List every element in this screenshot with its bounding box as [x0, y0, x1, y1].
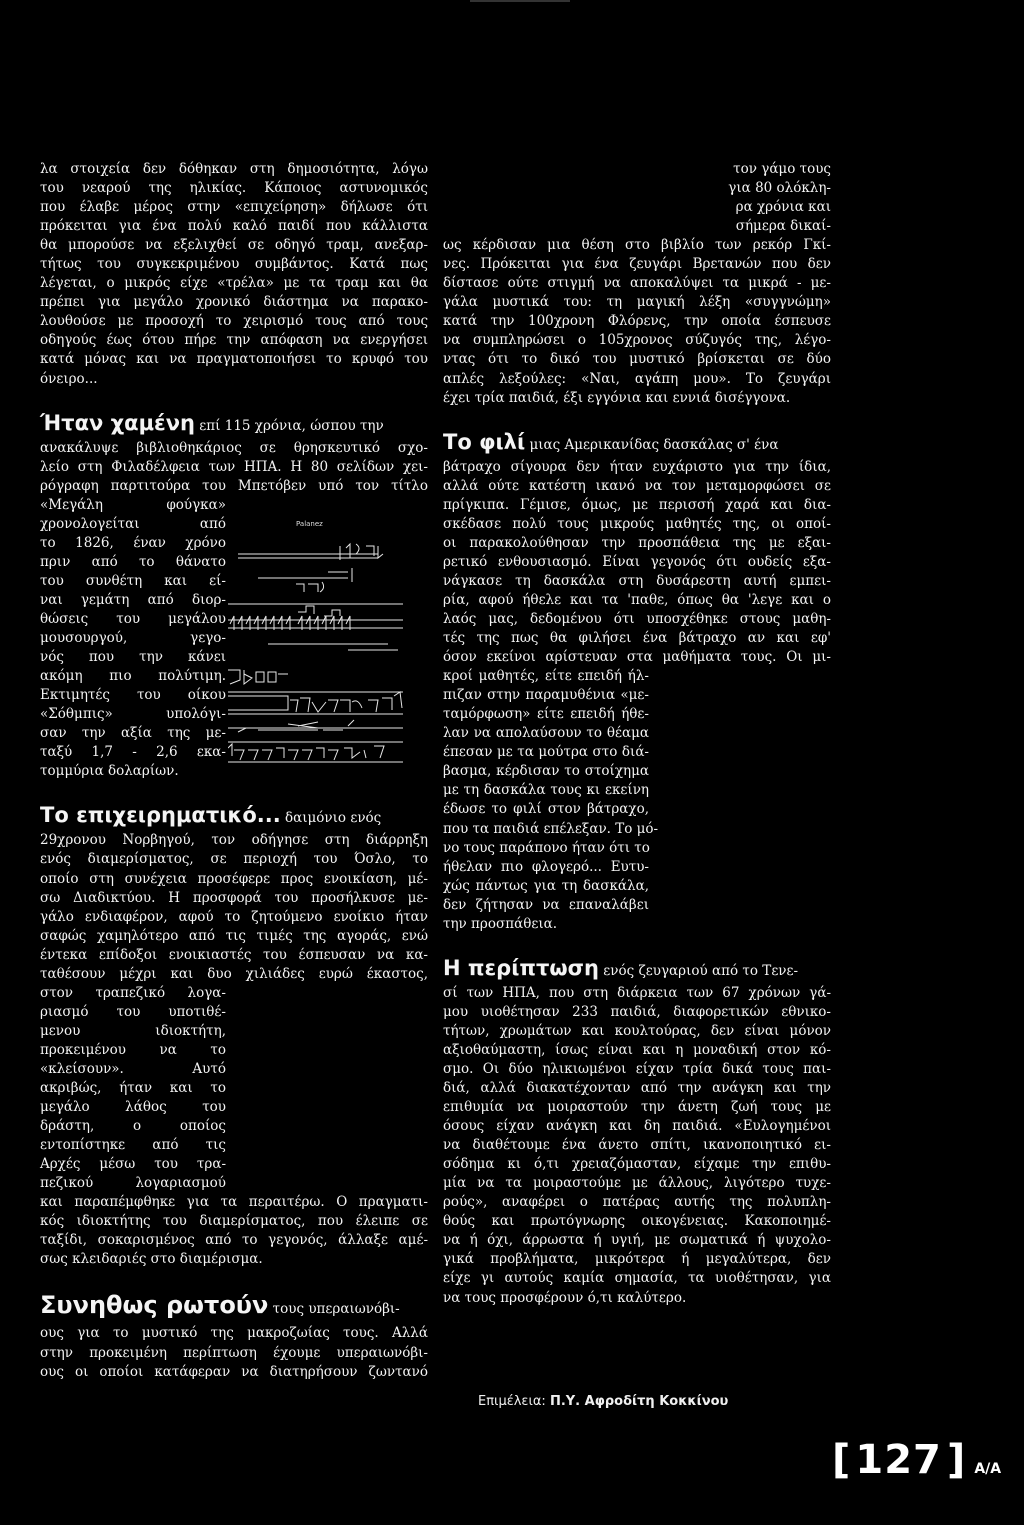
text-line: θούς και πρωτόγνωρης οικογένειας. Κακοποιημέ- [443, 1213, 831, 1230]
text-line: ταξύ 1,7 - 2,6 εκα- [40, 744, 226, 761]
text-line: ρετικό ενθουσιασμό. Είναι γεγονός ότι ουδείς εξα- [443, 553, 831, 570]
text-line: λαν να απολαύσουν το θέαμα [443, 725, 649, 742]
text-line: ήθελαν πιο φλογερό... Ευτυ- [443, 858, 649, 875]
text-line: κός ιδιοκτήτης του διαμερίσματος, που έλειπε σε [40, 1213, 428, 1230]
text-line: να συμπληρώσει ο 105χρονος σύζυγός της, λέγο- [443, 332, 831, 349]
text-line: κατά μόνας και να πραγματοποιήσει το κρυφό του [40, 351, 428, 368]
text-line: ακριβώς, ήταν και το [40, 1080, 226, 1097]
text-line: χώς πάντως για τη δασκάλα, [443, 877, 649, 894]
text-line: μου υιοθέτησαν 233 παιδιά, διαφορετικών εθνικο- [443, 1003, 831, 1020]
text-line: έχει τρία παιδιά, έξι εγγόνια και εννιά δισέγγονα. [443, 389, 791, 406]
text-line: αλλά ούτε κατέστη ικανό να τον μεταμορφώσει σε [443, 477, 831, 494]
text-line: ανακάλυψε βιβλιοθηκάριος σε θρησκευτικό σχο- [40, 439, 428, 456]
left-column [40, 160, 428, 1382]
credit-name: Π.Υ. Αφροδίτη Κοκκίνου [549, 1394, 729, 1409]
text-line: πριν από το θάνατο [40, 553, 226, 570]
text-line: μουσουργού, γεγο- [40, 630, 226, 647]
text-line: όνειρο... [40, 370, 98, 387]
text-line: πρέπει για μεγάλο χρονικό διάστημα να παρακο- [40, 294, 428, 311]
text-line: ως κέρδισαν μια θέση στο βιβλίο των ρεκόρ Γκί- [443, 237, 831, 254]
text-line: γάλα μυστικά του: τη μαγική λέξη «συγγνώμη» [443, 294, 831, 311]
text-line: Αρχές μέσω του τρα- [40, 1156, 226, 1173]
text-line: ρα χρόνια και [735, 199, 831, 216]
text-line: απλές λεξούλες: «Ναι, αγάπη μου». Το ζευγάρι [443, 370, 831, 387]
text-line: επιθυμία να μοιραστούν την άνετη ζωή τους με [443, 1099, 831, 1116]
text-line: δίστασε ούτε στιγμή να αποκαλύψει τα μικρά - με- [443, 275, 831, 292]
text-line: για 80 ολόκλη- [728, 180, 831, 197]
text-line: βάτραχο σίγουρα δεν ήταν ευχάριστο για την ίδια, [443, 458, 831, 475]
text-line: πρόκειται για ένα πολύ καλό παιδί που κάλλιστα [40, 218, 428, 235]
text-line: νες. Πρόκειται για ένα ζευγάρι Βρετανών που δεν [443, 256, 831, 273]
text-line: ενός διαμερίσματος, σε περιοχή του Όσλο, το [40, 851, 428, 868]
text-line: τήτως του συγκεκριμένου συμβάντος. Κατά πως [40, 256, 428, 273]
top-edge-line [470, 0, 570, 2]
text-line: σμο. Οι δύο ηλικιωμένοι είχαν τρία δικά τους παι- [443, 1060, 831, 1077]
text-line: νο τους παράπονο ήταν ότι το [443, 839, 650, 856]
text-line: όσον εκείνοι αρίστευαν στα μαθήματα τους. Οι μι- [443, 649, 831, 666]
text-line: λουθούσε με προσοχή το χειρισμό τους από τους [40, 313, 428, 330]
text-line: ταξίδι, σοκαρισμένος από το γεγονός, άλλαξε αμέ- [40, 1232, 428, 1249]
text-line: χρονολογείται από [40, 515, 226, 532]
heading-beethoven-rest: επί 115 χρόνια, ώσπου την [195, 417, 384, 434]
text-line: τήτων, χρωμάτων και κουλτούρας, δεν είναι μόνον [443, 1022, 831, 1039]
text-line: ρόγραφη παρτιτούρα του Μπετόβεν υπό τον τίτλο [40, 477, 428, 494]
text-line: να ή όχι, άρρωστα ή υγιή, με σωματικά ή ψυχολο- [443, 1232, 831, 1249]
text-line: ταμόρφωση» είτε επειδή ήθε- [443, 706, 649, 723]
paragraph-adoption [443, 984, 831, 1308]
heading-kiss-rest: μιας Αμερικανίδας δασκάλας σ' ένα [525, 436, 779, 453]
text-line: θώσεις του μεγάλου [40, 610, 226, 627]
paragraph-kiss [443, 458, 831, 668]
paragraph-marriage-top [443, 160, 831, 236]
bracket-close: ] [946, 1437, 966, 1483]
text-line: σως κλειδαριές στο διαμέρισμα. [40, 1251, 263, 1268]
text-line: εντοπίστηκε από τις [40, 1137, 226, 1154]
text-line: σόδημα κι ό,τι χρειαζόμασταν, είχαμε την επιθυ- [443, 1156, 831, 1173]
heading-centenarians [40, 1290, 428, 1324]
text-line: γικά προβλήματα, μικρότερα ή μεγαλύτερα, δεν [443, 1251, 831, 1268]
heading-adoption [443, 955, 831, 984]
text-line: τές της πως θα φιλήσει ένα βάτραχο αν και εφ' [443, 630, 831, 647]
text-line: μία να τα μοιραστούμε με άλλους, λιγότερο τυχε- [443, 1175, 831, 1192]
text-line: δράστη, ο οποίος [40, 1118, 226, 1135]
heading-adoption-rest: ενός ζευγαριού από το Τενε- [598, 962, 799, 979]
text-line: του συνθέτη και εί- [40, 572, 226, 589]
text-line: ρία, αφού ήθελε και τα 'παθε, όπως θα 'λεγε και ο [443, 591, 831, 608]
text-line: νάγκασε τη δασκάλα στη δυσάρεστη αυτή εμπει- [443, 572, 831, 589]
paragraph-burglary [40, 831, 428, 983]
manuscript-drawing [228, 520, 403, 770]
text-line: τομμύρια δολαρίων. [40, 763, 179, 780]
text-line: ταθέσουν μέχρι και δυο χιλιάδες ευρώ έκαστος, [40, 965, 428, 982]
manuscript-label: Palanez [296, 520, 323, 528]
text-line: προκειμένου να το [40, 1041, 226, 1058]
text-line: μεγάλο λάθος του [40, 1099, 226, 1116]
credit-label: Επιμέλεια: [478, 1394, 546, 1409]
heading-beethoven-bold: Ήταν χαμένη [40, 410, 195, 435]
text-line: νός που την κάνει [40, 649, 226, 666]
text-line: κροί μαθητές, είτε επειδή ήλ- [443, 668, 649, 685]
text-line: σί των ΗΠΑ, που στη διάρκεια των 67 χρόνων γά- [443, 984, 831, 1001]
text-line: οδηγούς έως ότου πήρε την απόφαση να ενεργήσει [40, 332, 428, 349]
text-line: σήμερα δικαί- [735, 218, 831, 235]
text-line: πεζικού λογαριασμού [40, 1175, 226, 1192]
text-line: όσους είχαν ανάγκη και δη παιδιά. «Ευλογημένοι [443, 1118, 831, 1135]
heading-business [40, 802, 428, 831]
page-number-block [832, 1437, 1001, 1483]
text-line: οι παρακολούθησαν την προσπάθεια της με εξαι- [443, 534, 831, 551]
text-line: το 1826, έναν χρόνο [40, 534, 226, 551]
text-line: που έλαβε μέρος στην «επιχείρηση» δήλωσε ότι [40, 199, 428, 216]
paragraph-burglary-narrow [40, 984, 226, 1194]
text-line: έντεκα επίδοξοι ενοικιαστές του έσπευσαν να κα- [40, 946, 428, 963]
text-line: ρούς», αναφέρει ο πατέρας αυτής της πολυπλη- [443, 1194, 831, 1211]
right-column [443, 160, 831, 1308]
text-line: βασμα, κέρδισαν το στοίχημα [443, 763, 649, 780]
text-line: θα μπορούσε να εξελιχθεί σε οδηγό τραμ, ανεξαρ- [40, 237, 428, 254]
text-line: στον τραπεζικό λογα- [40, 984, 226, 1001]
text-line: έπεσαν με τα μούτρα στο διά- [443, 744, 649, 761]
text-line: του νεαρού της ηλικίας. Κάποιος αστυνομικός [40, 180, 428, 197]
text-line: διά, αλλά διακατέχονταν από την ανάγκη και την [443, 1080, 831, 1097]
heading-kiss [443, 429, 831, 458]
text-line: μενου ιδιοκτήτη, [40, 1022, 226, 1039]
paragraph-centenarians [40, 1324, 428, 1381]
text-line: ους οι οποίοι κατάφεραν να διατηρήσουν ζωντανό [40, 1363, 428, 1380]
text-line: «κλείσουν». Αυτό [40, 1060, 226, 1077]
text-line: ακόμη πιο πολύτιμη. [40, 668, 226, 685]
text-line: λείο στη Φιλαδέλφεια των ΗΠΑ. Η 80 σελίδων χει- [40, 458, 428, 475]
text-line: τον γάμο τους [733, 161, 831, 177]
text-line: να τους προσφέρουν ό,τι καλύτερο. [443, 1289, 687, 1306]
text-line: ους για το μυστικό της μακροζωίας τους. Αλλά [40, 1325, 428, 1342]
music-manuscript-image [228, 520, 403, 770]
heading-business-rest: δαιμόνιο ενός [280, 810, 382, 827]
text-line: και παραπέμφθηκε για τα περαιτέρω. Ο πραγματι- [40, 1194, 428, 1211]
text-line: με τη δασκάλα τους κι εκείνη [443, 782, 649, 799]
text-line: σω Διαδικτύου. Η προσφορά του προσήλκυσε με- [40, 889, 428, 906]
paragraph-beethoven-narrow [40, 496, 226, 782]
text-line: σαν την αξία της με- [40, 725, 226, 742]
text-line: δεν ζήτησαν να επαναλάβει [443, 896, 649, 913]
heading-business-bold: Το επιχειρηματικό... [40, 803, 281, 828]
heading-centenarians-bold: Συνηθως ρωτούν [40, 1291, 269, 1320]
text-line: 29χρονου Νορβηγού, τον οδήγησε στη διάρρηξη [40, 832, 428, 849]
paragraph-burglary-end [40, 1193, 428, 1269]
bracket-open: [ [832, 1437, 851, 1483]
text-line: γάλο ενδιαφέρον, αφού το ζητούμενο ενοίκιο ήταν [40, 908, 428, 925]
text-line: σαφώς χαμηλότερο από τις τιμές της αγοράς, ενώ [40, 927, 428, 944]
paragraph-tram [40, 160, 428, 389]
text-line: «Σόθμπις» υπολόγι- [40, 706, 226, 723]
text-line: ριασμό του υποτιθέ- [40, 1003, 226, 1020]
editor-credit [478, 1394, 728, 1409]
heading-adoption-bold: Η περίπτωση [443, 955, 599, 980]
text-line: λαός μας, δεδομένου ότι υποσχέθηκε στους μαθη- [443, 610, 831, 627]
text-line: πρίγκιπα. Γέμισε, όμως, με περισσή χαρά και δια- [443, 496, 831, 513]
heading-kiss-bold: Το φιλί [443, 429, 526, 454]
text-line: που τα παιδιά επέλεξαν. Το μό- [443, 820, 659, 837]
magazine-tag: Α/Α [974, 1461, 1002, 1477]
text-line: λέγεται, ο μικρός είχε «τρέλα» με τα τραμ και θα [40, 275, 428, 292]
text-line: σκέδασε πολύ τους μικρούς μαθητές της, οι οποί- [443, 515, 831, 532]
text-line: ναι γεμάτη από διορ- [40, 591, 226, 608]
heading-beethoven [40, 410, 428, 439]
text-line: Εκτιμητές του οίκου [40, 687, 226, 704]
page-number: 127 [855, 1437, 942, 1483]
text-line: στην προκειμένη περίπτωση έχουμε υπεραιωνόβι- [40, 1344, 428, 1361]
text-line: κατά την 100χρονη Φλόρενς, την οποία έσπευσε [443, 313, 831, 330]
text-line: λα στοιχεία δεν δόθηκαν στη δημοσιότητα, λόγω [40, 161, 428, 177]
text-line: αξιοθαύμαστη, ίσως είναι και η μοναδική στον κό- [443, 1041, 831, 1058]
paragraph-marriage [443, 236, 831, 407]
text-line: να διαθέτουμε ένα άνετο σπίτι, ικανοποιητικό ει- [443, 1137, 831, 1154]
text-line: την προσπάθεια. [443, 915, 558, 932]
text-line: έδωσε το φιλί στον βάτραχο, [443, 801, 649, 818]
text-line: οποίο στη συνέχεια προσέφερε προς ενοικίαση, μέ- [40, 870, 428, 887]
paragraph-beethoven [40, 439, 428, 496]
heading-centenarians-rest: τους υπεραιωνόβι- [268, 1301, 400, 1318]
text-line: πιζαν στην παραμυθένια «με- [443, 687, 649, 704]
paragraph-kiss-narrow [443, 667, 659, 934]
text-line: ντας ότι το δικό του μυστικό βρίσκεται σε δύο [443, 351, 831, 368]
text-line: είχε γι αυτούς καμία σημασία, τα υιοθέτησαν, για [443, 1270, 831, 1287]
text-line: «Μεγάλη φούγκα» [40, 496, 226, 513]
